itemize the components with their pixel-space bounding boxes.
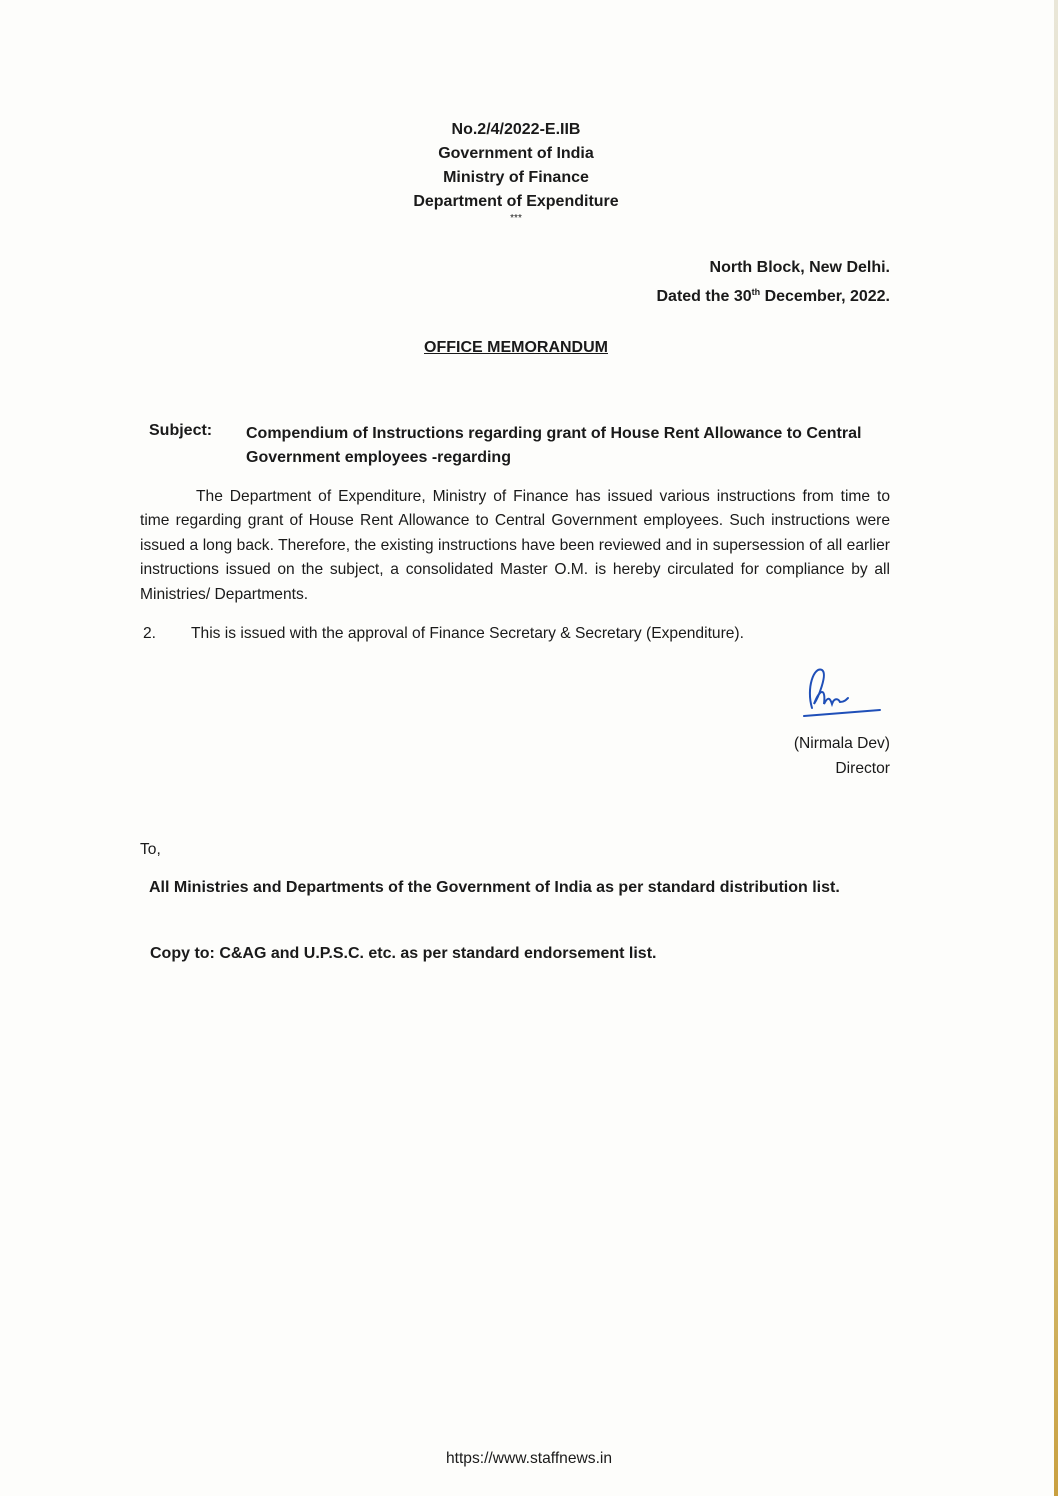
date-prefix: Dated the 30 — [656, 288, 752, 305]
signatory — [794, 731, 890, 781]
ministry-name: Ministry of Finance — [443, 169, 589, 186]
subject-label: Subject: — [149, 422, 213, 439]
file-number: No.2/4/2022-E.IIB — [451, 121, 581, 138]
footer-url: https://www.staffnews.in — [445, 1450, 613, 1467]
header-separator: *** — [510, 213, 522, 224]
place: North Block, New Delhi. — [709, 259, 890, 276]
date — [656, 280, 890, 309]
signatory-designation: Director — [835, 760, 890, 777]
paragraph-2: This is issued with the approval of Finance Secretary & Secretary (Expenditure). — [191, 625, 744, 642]
date-suffix: th — [751, 287, 761, 297]
signatory-name: (Nirmala Dev) — [793, 735, 890, 752]
signature-image — [800, 658, 884, 727]
government-name: Government of India — [438, 145, 594, 162]
paragraph-2-number: 2. — [143, 625, 157, 642]
page-edge — [1054, 0, 1058, 1496]
place-date — [656, 256, 890, 309]
date-rest: December, 2022. — [760, 288, 890, 305]
document-header — [300, 118, 732, 224]
distribution: All Ministries and Departments of the Government of India as per standard distribution list. — [149, 879, 840, 896]
copy-to: Copy to: C&AG and U.P.S.C. etc. as per standard endorsement list. — [150, 945, 657, 962]
memo-title: OFFICE MEMORANDUM — [424, 339, 608, 356]
paragraph-1: The Department of Expenditure, Ministry of Finance has issued various instructions from time to time regarding grant of House Rent Allowance to Central Government employees. Such instructions were issued a long back. Therefore, the existing instructions have been reviewed and in supersession of all earlier instructions issued on the subject, a consolidated Master O.M. is hereby circulated for compliance by all Ministries/ Departments. — [140, 488, 890, 603]
department-name: Department of Expenditure — [413, 193, 619, 210]
to-label: To, — [140, 841, 161, 858]
subject-text: Compendium of Instructions regarding grant of House Rent Allowance to Central Government employees -regarding — [246, 425, 862, 466]
